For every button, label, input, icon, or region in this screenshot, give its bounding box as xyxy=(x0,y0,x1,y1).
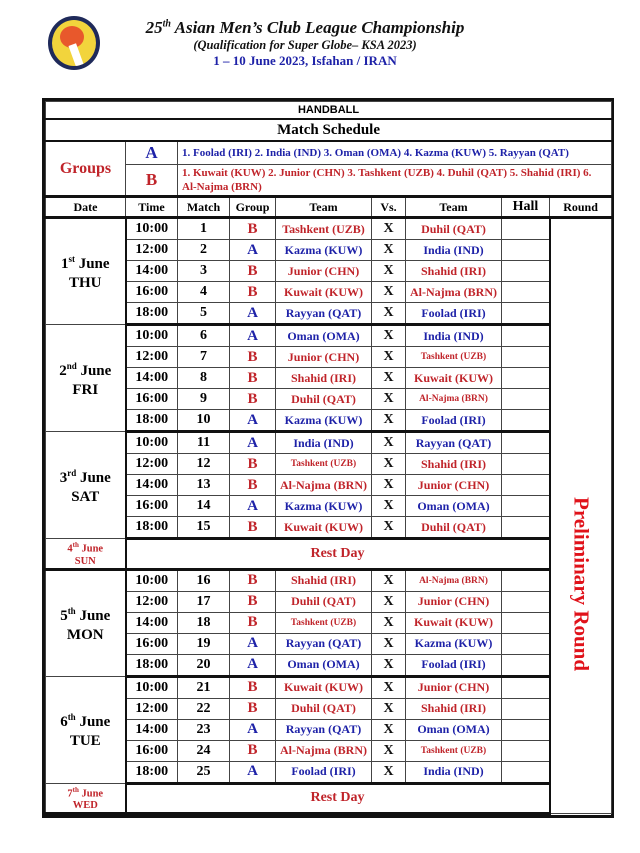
match-number: 18 xyxy=(178,612,230,633)
home-team: Shahid (IRI) xyxy=(276,368,372,389)
match-number: 11 xyxy=(178,432,230,454)
away-team: Junior (CHN) xyxy=(406,475,502,496)
away-team: Al-Najma (BRN) xyxy=(406,569,502,591)
match-number: 19 xyxy=(178,633,230,654)
match-number: 20 xyxy=(178,654,230,676)
match-row xyxy=(46,740,612,761)
match-row xyxy=(46,719,612,740)
home-team: Kuwait (KUW) xyxy=(276,517,372,539)
away-team: Tashkent (UZB) xyxy=(406,347,502,368)
match-time: 18:00 xyxy=(126,761,178,783)
match-group: A xyxy=(230,240,276,261)
home-team: Kuwait (KUW) xyxy=(276,282,372,303)
match-number: 16 xyxy=(178,569,230,591)
match-number: 13 xyxy=(178,475,230,496)
document-header xyxy=(0,0,640,95)
hall-cell xyxy=(502,496,550,517)
home-team: Rayyan (QAT) xyxy=(276,719,372,740)
match-number: 6 xyxy=(178,325,230,347)
sport-label: HANDBALL xyxy=(46,102,612,120)
col-team1: Team xyxy=(276,197,372,218)
home-team: Duhil (QAT) xyxy=(276,698,372,719)
match-time: 14:00 xyxy=(126,261,178,282)
hall-cell xyxy=(502,389,550,410)
match-number: 22 xyxy=(178,698,230,719)
match-number: 25 xyxy=(178,761,230,783)
away-team: Foolad (IRI) xyxy=(406,410,502,432)
away-team: Duhil (QAT) xyxy=(406,517,502,539)
vs-marker: X xyxy=(372,261,406,282)
rest-day-label: Rest Day xyxy=(126,539,550,570)
match-row xyxy=(46,325,612,347)
match-group: B xyxy=(230,569,276,591)
match-row xyxy=(46,454,612,475)
date-cell: 3rd June SAT xyxy=(46,432,126,539)
home-team: Tashkent (UZB) xyxy=(276,612,372,633)
home-team: Tashkent (UZB) xyxy=(276,218,372,240)
col-round: Round xyxy=(550,197,612,218)
match-row xyxy=(46,612,612,633)
hall-cell xyxy=(502,475,550,496)
col-group: Group xyxy=(230,197,276,218)
match-row xyxy=(46,282,612,303)
col-vs: Vs. xyxy=(372,197,406,218)
groups-label: Groups xyxy=(46,141,126,197)
home-team: Kazma (KUW) xyxy=(276,410,372,432)
hall-cell xyxy=(502,368,550,389)
match-time: 18:00 xyxy=(126,303,178,325)
match-number: 17 xyxy=(178,591,230,612)
away-team: Oman (OMA) xyxy=(406,496,502,517)
vs-marker: X xyxy=(372,612,406,633)
match-row xyxy=(46,389,612,410)
vs-marker: X xyxy=(372,303,406,325)
match-group: A xyxy=(230,432,276,454)
match-row xyxy=(46,569,612,591)
match-group: B xyxy=(230,347,276,368)
match-time: 14:00 xyxy=(126,719,178,740)
vs-marker: X xyxy=(372,740,406,761)
match-group: B xyxy=(230,698,276,719)
match-group: A xyxy=(230,410,276,432)
match-row xyxy=(46,218,612,240)
match-time: 14:00 xyxy=(126,368,178,389)
match-group: B xyxy=(230,454,276,475)
group-a-teams: 1. Foolad (IRI) 2. India (IND) 3. Oman (OMA) 4. Kazma (KUW) 5. Rayyan (QAT) xyxy=(178,141,612,165)
match-time: 10:00 xyxy=(126,432,178,454)
match-row xyxy=(46,698,612,719)
home-team: Duhil (QAT) xyxy=(276,591,372,612)
hall-cell xyxy=(502,698,550,719)
away-team: Kuwait (KUW) xyxy=(406,612,502,633)
match-group: A xyxy=(230,761,276,783)
match-row xyxy=(46,591,612,612)
vs-marker: X xyxy=(372,347,406,368)
rest-day-row xyxy=(46,539,612,570)
hall-cell xyxy=(502,325,550,347)
match-group: B xyxy=(230,218,276,240)
match-number: 2 xyxy=(178,240,230,261)
hall-cell xyxy=(502,454,550,475)
match-number: 24 xyxy=(178,740,230,761)
col-time: Time xyxy=(126,197,178,218)
hall-cell xyxy=(502,432,550,454)
match-time: 16:00 xyxy=(126,389,178,410)
match-group: B xyxy=(230,591,276,612)
match-group: A xyxy=(230,496,276,517)
vs-marker: X xyxy=(372,761,406,783)
dates-location: 1 – 10 June 2023, Isfahan / IRAN xyxy=(213,53,397,68)
hall-cell xyxy=(502,218,550,240)
away-team: India (IND) xyxy=(406,761,502,783)
vs-marker: X xyxy=(372,654,406,676)
away-team: Foolad (IRI) xyxy=(406,654,502,676)
hall-cell xyxy=(502,303,550,325)
match-group: B xyxy=(230,517,276,539)
vs-marker: X xyxy=(372,698,406,719)
match-time: 12:00 xyxy=(126,698,178,719)
hall-cell xyxy=(502,261,550,282)
match-row xyxy=(46,676,612,698)
match-row xyxy=(46,496,612,517)
match-time: 12:00 xyxy=(126,591,178,612)
hall-cell xyxy=(502,719,550,740)
hall-cell xyxy=(502,591,550,612)
home-team: Kazma (KUW) xyxy=(276,496,372,517)
group-b-letter: B xyxy=(126,165,178,197)
match-number: 5 xyxy=(178,303,230,325)
hall-cell xyxy=(502,347,550,368)
match-row xyxy=(46,410,612,432)
vs-marker: X xyxy=(372,633,406,654)
home-team: Duhil (QAT) xyxy=(276,389,372,410)
match-group: A xyxy=(230,633,276,654)
away-team: India (IND) xyxy=(406,325,502,347)
match-number: 1 xyxy=(178,218,230,240)
home-team: Junior (CHN) xyxy=(276,261,372,282)
match-number: 9 xyxy=(178,389,230,410)
date-cell: 2nd June FRI xyxy=(46,325,126,432)
hall-cell xyxy=(502,612,550,633)
match-group: B xyxy=(230,282,276,303)
match-time: 18:00 xyxy=(126,410,178,432)
home-team: Al-Najma (BRN) xyxy=(276,740,372,761)
round-label: Preliminary Round xyxy=(569,496,594,672)
match-time: 16:00 xyxy=(126,282,178,303)
vs-marker: X xyxy=(372,368,406,389)
match-group: B xyxy=(230,368,276,389)
hall-cell xyxy=(502,633,550,654)
match-time: 12:00 xyxy=(126,347,178,368)
vs-marker: X xyxy=(372,517,406,539)
match-time: 16:00 xyxy=(126,496,178,517)
date-cell: 1st June THU xyxy=(46,218,126,325)
match-time: 10:00 xyxy=(126,325,178,347)
rest-day-label: Rest Day xyxy=(126,783,550,814)
match-row xyxy=(46,654,612,676)
away-team: Shahid (IRI) xyxy=(406,261,502,282)
match-row xyxy=(46,303,612,325)
rest-day-row xyxy=(46,783,612,814)
match-row xyxy=(46,761,612,783)
away-team: Rayyan (QAT) xyxy=(406,432,502,454)
match-group: A xyxy=(230,303,276,325)
away-team: Al-Najma (BRN) xyxy=(406,282,502,303)
match-number: 14 xyxy=(178,496,230,517)
match-time: 14:00 xyxy=(126,612,178,633)
away-team: Oman (OMA) xyxy=(406,719,502,740)
match-time: 10:00 xyxy=(126,218,178,240)
match-group: B xyxy=(230,475,276,496)
home-team: Junior (CHN) xyxy=(276,347,372,368)
round-cell xyxy=(550,218,612,814)
hall-cell xyxy=(502,654,550,676)
match-row xyxy=(46,261,612,282)
match-number: 8 xyxy=(178,368,230,389)
championship-subtitle: (Qualification for Super Globe– KSA 2023) xyxy=(193,38,417,52)
match-row xyxy=(46,432,612,454)
hall-cell xyxy=(502,761,550,783)
vs-marker: X xyxy=(372,454,406,475)
vs-marker: X xyxy=(372,389,406,410)
vs-marker: X xyxy=(372,569,406,591)
match-group: B xyxy=(230,676,276,698)
match-time: 18:00 xyxy=(126,517,178,539)
schedule-title: Match Schedule xyxy=(46,119,612,141)
match-group: B xyxy=(230,612,276,633)
match-group: B xyxy=(230,261,276,282)
match-time: 10:00 xyxy=(126,569,178,591)
match-time: 12:00 xyxy=(126,240,178,261)
date-cell: 5th June MON xyxy=(46,569,126,676)
match-number: 10 xyxy=(178,410,230,432)
hall-cell xyxy=(502,410,550,432)
vs-marker: X xyxy=(372,240,406,261)
away-team: Shahid (IRI) xyxy=(406,454,502,475)
date-cell: 6th June TUE xyxy=(46,676,126,783)
match-row xyxy=(46,475,612,496)
hall-cell xyxy=(502,282,550,303)
match-row xyxy=(46,347,612,368)
match-number: 4 xyxy=(178,282,230,303)
vs-marker: X xyxy=(372,218,406,240)
home-team: Rayyan (QAT) xyxy=(276,633,372,654)
schedule-sheet xyxy=(42,98,614,818)
away-team: Al-Najma (BRN) xyxy=(406,389,502,410)
hall-cell xyxy=(502,740,550,761)
hall-cell xyxy=(502,240,550,261)
col-match: Match xyxy=(178,197,230,218)
vs-marker: X xyxy=(372,432,406,454)
match-number: 12 xyxy=(178,454,230,475)
home-team: Foolad (IRI) xyxy=(276,761,372,783)
vs-marker: X xyxy=(372,496,406,517)
match-number: 3 xyxy=(178,261,230,282)
match-row xyxy=(46,633,612,654)
match-time: 18:00 xyxy=(126,654,178,676)
vs-marker: X xyxy=(372,676,406,698)
match-group: A xyxy=(230,654,276,676)
away-team: Junior (CHN) xyxy=(406,676,502,698)
col-team2: Team xyxy=(406,197,502,218)
schedule-table xyxy=(45,101,612,815)
group-a-letter: A xyxy=(126,141,178,165)
home-team: Rayyan (QAT) xyxy=(276,303,372,325)
home-team: Al-Najma (BRN) xyxy=(276,475,372,496)
match-time: 16:00 xyxy=(126,740,178,761)
home-team: Oman (OMA) xyxy=(276,325,372,347)
match-group: A xyxy=(230,325,276,347)
vs-marker: X xyxy=(372,591,406,612)
match-row xyxy=(46,517,612,539)
match-group: B xyxy=(230,740,276,761)
group-b-teams: 1. Kuwait (KUW) 2. Junior (CHN) 3. Tashkent (UZB) 4. Duhil (QAT) 5. Shahid (IRI) 6. Al-Najma (BRN) xyxy=(178,165,612,197)
away-team: India (IND) xyxy=(406,240,502,261)
home-team: Oman (OMA) xyxy=(276,654,372,676)
vs-marker: X xyxy=(372,410,406,432)
away-team: Junior (CHN) xyxy=(406,591,502,612)
match-number: 7 xyxy=(178,347,230,368)
match-time: 14:00 xyxy=(126,475,178,496)
away-team: Kuwait (KUW) xyxy=(406,368,502,389)
hall-cell xyxy=(502,676,550,698)
hall-cell xyxy=(502,569,550,591)
date-cell: 4th June SUN xyxy=(46,539,126,570)
match-number: 23 xyxy=(178,719,230,740)
column-header-row xyxy=(46,197,612,218)
col-hall: Hall xyxy=(502,197,550,218)
home-team: Kazma (KUW) xyxy=(276,240,372,261)
away-team: Tashkent (UZB) xyxy=(406,740,502,761)
col-date: Date xyxy=(46,197,126,218)
away-team: Duhil (QAT) xyxy=(406,218,502,240)
hall-cell xyxy=(502,517,550,539)
match-number: 21 xyxy=(178,676,230,698)
home-team: Shahid (IRI) xyxy=(276,569,372,591)
match-group: B xyxy=(230,389,276,410)
home-team: India (IND) xyxy=(276,432,372,454)
date-cell: 7th June WED xyxy=(46,783,126,814)
match-time: 12:00 xyxy=(126,454,178,475)
vs-marker: X xyxy=(372,719,406,740)
match-time: 10:00 xyxy=(126,676,178,698)
vs-marker: X xyxy=(372,325,406,347)
championship-title: 25th Asian Men’s Club League Championship xyxy=(145,18,465,37)
vs-marker: X xyxy=(372,282,406,303)
home-team: Tashkent (UZB) xyxy=(276,454,372,475)
match-row xyxy=(46,240,612,261)
away-team: Foolad (IRI) xyxy=(406,303,502,325)
match-group: A xyxy=(230,719,276,740)
away-team: Shahid (IRI) xyxy=(406,698,502,719)
match-number: 15 xyxy=(178,517,230,539)
home-team: Kuwait (KUW) xyxy=(276,676,372,698)
vs-marker: X xyxy=(372,475,406,496)
away-team: Kazma (KUW) xyxy=(406,633,502,654)
match-time: 16:00 xyxy=(126,633,178,654)
match-row xyxy=(46,368,612,389)
